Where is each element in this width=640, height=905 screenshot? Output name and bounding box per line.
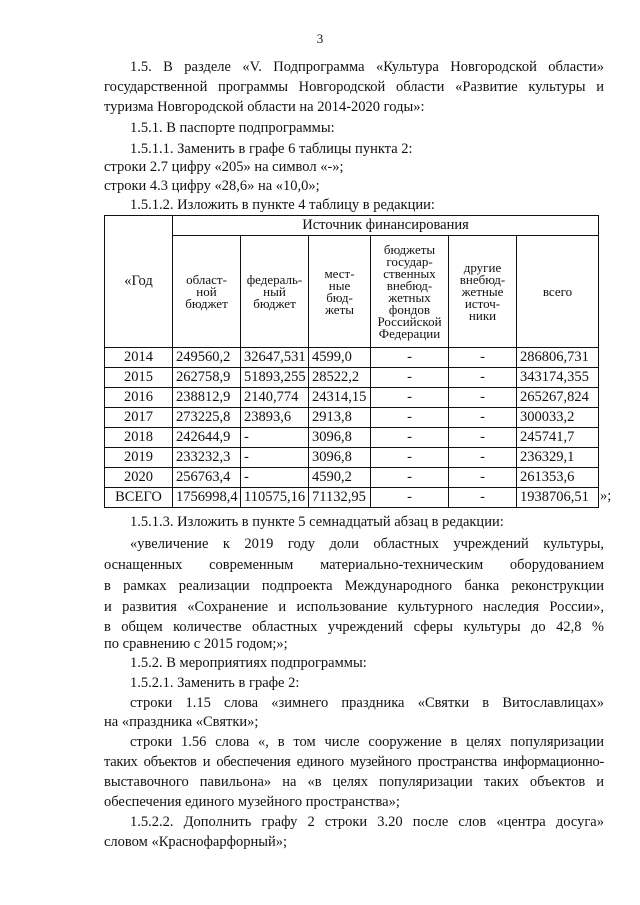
paragraph-line: строки 4.3 цифру «28,6» на «10,0»; (104, 178, 320, 194)
table-row (105, 368, 599, 388)
paragraph-line: таких объектов и обеспечения единого музейного пространства информационно- (104, 754, 604, 770)
paragraph-line: в рамках реализации подпроекта Международного банка реконструкции (104, 578, 604, 594)
table-cell: 343174,355 (517, 368, 599, 388)
table-cell: - (371, 428, 449, 448)
table-cell: 262758,9 (173, 368, 241, 388)
paragraph-line: строки 1.56 слова «, в том числе сооружение в целях популяризации (130, 734, 604, 750)
table-cell: - (449, 448, 517, 468)
table-cell: 1756998,4 (173, 488, 241, 508)
table-cell: - (371, 388, 449, 408)
table-cell-year: 2014 (105, 348, 173, 368)
table-cell: - (241, 428, 309, 448)
table-cell: 286806,731 (517, 348, 599, 368)
paragraph-line: строки 1.15 слова «зимнего праздника «Святки в Витославлицах» (130, 695, 604, 711)
paragraph-line: «увеличение к 2019 году доли областных учреждений культуры, (130, 536, 604, 552)
table-cell: 4599,0 (309, 348, 371, 368)
table-row (105, 468, 599, 488)
paragraph-line: строки 2.7 цифру «205» на символ «-»; (104, 159, 344, 175)
table-cell-year: 2018 (105, 428, 173, 448)
table-cell: - (449, 388, 517, 408)
paragraph-line: обеспечения единого музейного пространства»; (104, 794, 400, 810)
table-cell-year: 2020 (105, 468, 173, 488)
table-cell: 242644,9 (173, 428, 241, 448)
table-cell: 249560,2 (173, 348, 241, 368)
table-cell: 1938706,51 (517, 488, 599, 508)
paragraph-line: 1.5.1.1. Заменить в графе 6 таблицы пункта 2: (130, 141, 413, 157)
table-cell: 2913,8 (309, 408, 371, 428)
table-cell: 4590,2 (309, 468, 371, 488)
table-cell-year: 2019 (105, 448, 173, 468)
table-cell: 256763,4 (173, 468, 241, 488)
header-other-sources: другие внебюд- жетные источ- ники (449, 236, 517, 348)
table-closing-mark: »; (600, 488, 612, 504)
table-cell: - (241, 448, 309, 468)
table-cell: - (371, 368, 449, 388)
header-federal-budget: федераль- ный бюджет (241, 236, 309, 348)
table-cell: - (449, 348, 517, 368)
table-cell: 23893,6 (241, 408, 309, 428)
paragraph-line: туризма Новгородской области на 2014-2020 годы»: (104, 99, 425, 115)
paragraph-line: оснащенных современным материально-техническим оборудованием (104, 557, 604, 573)
header-regional-budget: област- ной бюджет (173, 236, 241, 348)
paragraph-line: в общем количестве областных учреждений сферы культуры до 42,8 % (104, 619, 604, 635)
table-cell: - (449, 428, 517, 448)
table-cell: 2140,774 (241, 388, 309, 408)
table-cell: 273225,8 (173, 408, 241, 428)
paragraph-line: 1.5.1.2. Изложить в пункте 4 таблицу в редакции: (130, 197, 435, 213)
table-cell: - (241, 468, 309, 488)
table-cell: 3096,8 (309, 428, 371, 448)
table-row (105, 388, 599, 408)
table-cell-year: 2017 (105, 408, 173, 428)
table-cell: 110575,16 (241, 488, 309, 508)
paragraph-line: 1.5.2.2. Дополнить графу 2 строки 3.20 после слов «центра досуга» (130, 814, 604, 830)
page-number: 3 (316, 31, 324, 46)
table-cell: 24314,15 (309, 388, 371, 408)
paragraph-line: словом «Краснофарфорный»; (104, 834, 288, 850)
table-cell: - (371, 468, 449, 488)
table-cell: 51893,255 (241, 368, 309, 388)
table-header-row (105, 216, 599, 236)
table-cell: 261353,6 (517, 468, 599, 488)
table-cell: 300033,2 (517, 408, 599, 428)
table-cell-year: 2015 (105, 368, 173, 388)
table-row (105, 488, 599, 508)
paragraph-line: 1.5. В разделе «V. Подпрограмма «Культура Новгородской области» (130, 59, 604, 75)
table-cell: - (449, 368, 517, 388)
paragraph-line: и развития «Сохранение и использование культурного наследия России», (104, 599, 604, 615)
paragraph-line: на «праздника «Святки»; (104, 714, 259, 730)
table-cell: 265267,824 (517, 388, 599, 408)
table-cell: 32647,531 (241, 348, 309, 368)
table-cell: 245741,7 (517, 428, 599, 448)
table-subheader-row (105, 236, 599, 348)
table-row (105, 408, 599, 428)
header-total: всего (517, 236, 599, 348)
paragraph-line: 1.5.1.3. Изложить в пункте 5 семнадцатый абзац в редакции: (130, 514, 504, 530)
paragraph-line: 1.5.2.1. Заменить в графе 2: (130, 675, 300, 691)
paragraph-line: государственной программы Новгородской области «Развитие культуры и (104, 79, 604, 95)
table-cell: 236329,1 (517, 448, 599, 468)
financing-table (104, 215, 599, 508)
table-row (105, 428, 599, 448)
table-cell: 3096,8 (309, 448, 371, 468)
paragraph-line: 1.5.1. В паспорте подпрограммы: (130, 120, 335, 136)
table-cell: - (449, 488, 517, 508)
table-cell: - (371, 488, 449, 508)
header-local-budgets: мест- ные бюд- жеты (309, 236, 371, 348)
paragraph-line: по сравнению с 2015 годом;»; (104, 636, 288, 652)
table-cell: - (371, 448, 449, 468)
table-cell: - (371, 348, 449, 368)
table-cell: 233232,3 (173, 448, 241, 468)
header-year: «Год (105, 216, 173, 348)
header-state-funds: бюджеты государ- ственных внебюд- жетных фондов Российской Федерации (371, 236, 449, 348)
table-cell: - (449, 468, 517, 488)
table-cell: - (449, 408, 517, 428)
table-cell-year: ВСЕГО (105, 488, 173, 508)
table-row (105, 448, 599, 468)
header-financing-source: Источник финансирования (173, 216, 599, 236)
table-cell: 238812,9 (173, 388, 241, 408)
table-cell: - (371, 408, 449, 428)
table-cell: 71132,95 (309, 488, 371, 508)
paragraph-line: выставочного павильона» на «в целях популяризации таких объектов и (104, 774, 604, 790)
table-cell-year: 2016 (105, 388, 173, 408)
paragraph-line: 1.5.2. В мероприятиях подпрограммы: (130, 655, 367, 671)
table-cell: 28522,2 (309, 368, 371, 388)
table-row (105, 348, 599, 368)
